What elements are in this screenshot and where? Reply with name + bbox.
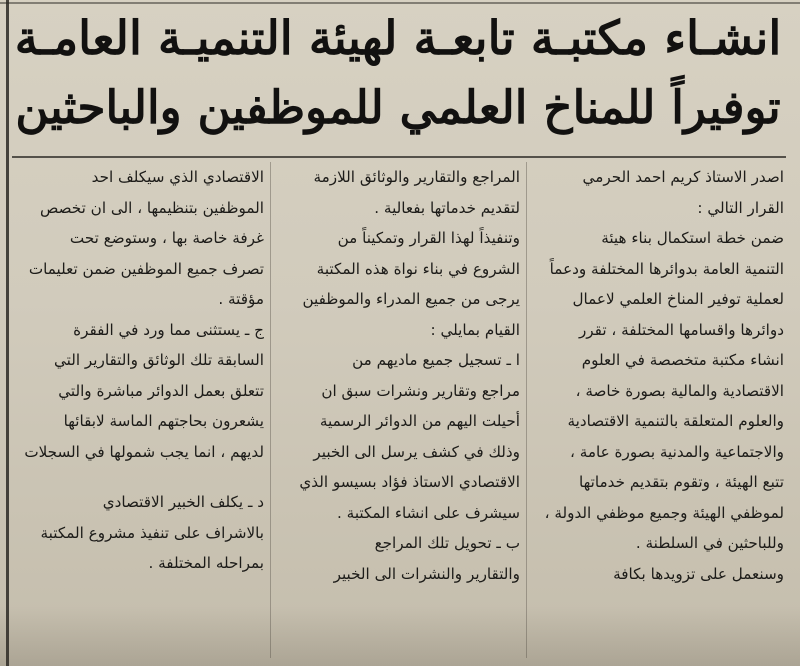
column-separator xyxy=(526,162,527,658)
headline-line-1: انشـاء مكتبـة تابعـة لهيئة التنميـة العامـة xyxy=(14,10,782,65)
text-line: بالاشراف على تنفيذ مشروع المكتبة xyxy=(40,523,264,542)
paragraph-gap xyxy=(20,467,264,487)
text-line: غرفة خاصة بها ، وستوضع تحت xyxy=(69,229,264,247)
text-line: القيام بمايلي : xyxy=(430,320,520,339)
text-line: والتقارير والنشرات الى الخبير xyxy=(333,564,520,583)
article-headline xyxy=(14,6,782,154)
text-line: د ـ يكلف الخبير الاقتصادي xyxy=(102,493,264,511)
text-line: أحيلت اليهم من الدوائر الرسمية xyxy=(319,412,520,430)
text-line: يشعرون بحاجتهم الماسة لابقائها xyxy=(63,412,264,430)
headline-line-2: توفيراً للمناخ العلمي للموظفين والباحثين xyxy=(15,80,781,134)
text-line: الاقتصادي الذي سيكلف احد xyxy=(91,168,264,186)
text-line: وذلك في كشف يرسل الى الخبير xyxy=(313,442,520,461)
text-line: اصدر الاستاذ كريم احمد الحرمي xyxy=(582,168,784,186)
text-line: لديهم ، انما يجب شمولها في السجلات xyxy=(24,442,264,461)
text-line: لتقديم خدماتها بفعالية . xyxy=(374,198,520,217)
article-column-3 xyxy=(20,162,264,579)
text-line: الشروع في بناء نواة هذه المكتبة xyxy=(316,259,520,278)
text-line: الموظفين بتنظيمها ، الى ان تخصص xyxy=(40,198,264,217)
article-column-1 xyxy=(532,162,784,589)
text-line: انشاء مكتبة متخصصة في العلوم xyxy=(581,351,784,369)
text-line: المراجع والتقارير والوثائق اللازمة xyxy=(313,168,520,186)
column-separator xyxy=(270,162,271,658)
text-line: تتعلق بعمل الدوائر مباشرة والتي xyxy=(58,381,264,400)
headline-divider xyxy=(12,156,786,158)
text-line: بمراحله المختلفة . xyxy=(148,554,264,572)
paper-shadow xyxy=(0,606,800,666)
text-line: مراجع وتقارير ونشرات سبق ان xyxy=(321,381,520,400)
text-line: ا ـ تسجيل جميع ماديهم من xyxy=(352,351,520,369)
text-line: القرار التالي : xyxy=(697,198,784,217)
text-line: الاقتصادية والمالية بصورة خاصة ، xyxy=(575,381,784,400)
text-line: لعملية توفير المناخ العلمي لاعمال xyxy=(572,290,784,308)
text-line: ضمن خطة استكمال بناء هيئة xyxy=(601,229,784,247)
text-line: وتنفيذاً لهذا القرار وتمكيناً من xyxy=(337,229,520,247)
text-line: دوائرها واقسامها المختلفة ، تقرر xyxy=(578,320,784,339)
text-line: مؤقتة . xyxy=(218,290,264,308)
top-rule xyxy=(0,2,800,4)
text-line: وسنعمل على تزويدها بكافة xyxy=(613,564,784,583)
text-line: والعلوم المتعلقة بالتنمية الاقتصادية xyxy=(567,412,784,430)
left-column-rule xyxy=(6,0,9,666)
text-line: سيشرف على انشاء المكتبة . xyxy=(337,503,520,522)
text-line: الاقتصادي الاستاذ فؤاد بسيسو الذي xyxy=(299,473,520,491)
text-line: ج ـ يستثنى مما ورد في الفقرة xyxy=(73,320,264,339)
text-line: لموظفي الهيئة وجميع موظفي الدولة ، xyxy=(544,503,784,522)
article-column-2 xyxy=(276,162,520,589)
text-line: تصرف جميع الموظفين ضمن تعليمات xyxy=(28,259,264,278)
text-line: والاجتماعية والمدنية بصورة عامة ، xyxy=(570,442,784,461)
text-line: وللباحثين في السلطنة . xyxy=(635,534,784,552)
text-line: ب ـ تحويل تلك المراجع xyxy=(374,534,520,552)
text-line: يرجى من جميع المدراء والموظفين xyxy=(302,290,520,308)
text-line: التنمية العامة بدوائرها المختلفة ودعماً xyxy=(549,259,784,278)
text-line: السابقة تلك الوثائق والتقارير التي xyxy=(54,351,264,369)
text-line: تتبع الهيئة ، وتقوم بتقديم خدماتها xyxy=(579,473,784,491)
